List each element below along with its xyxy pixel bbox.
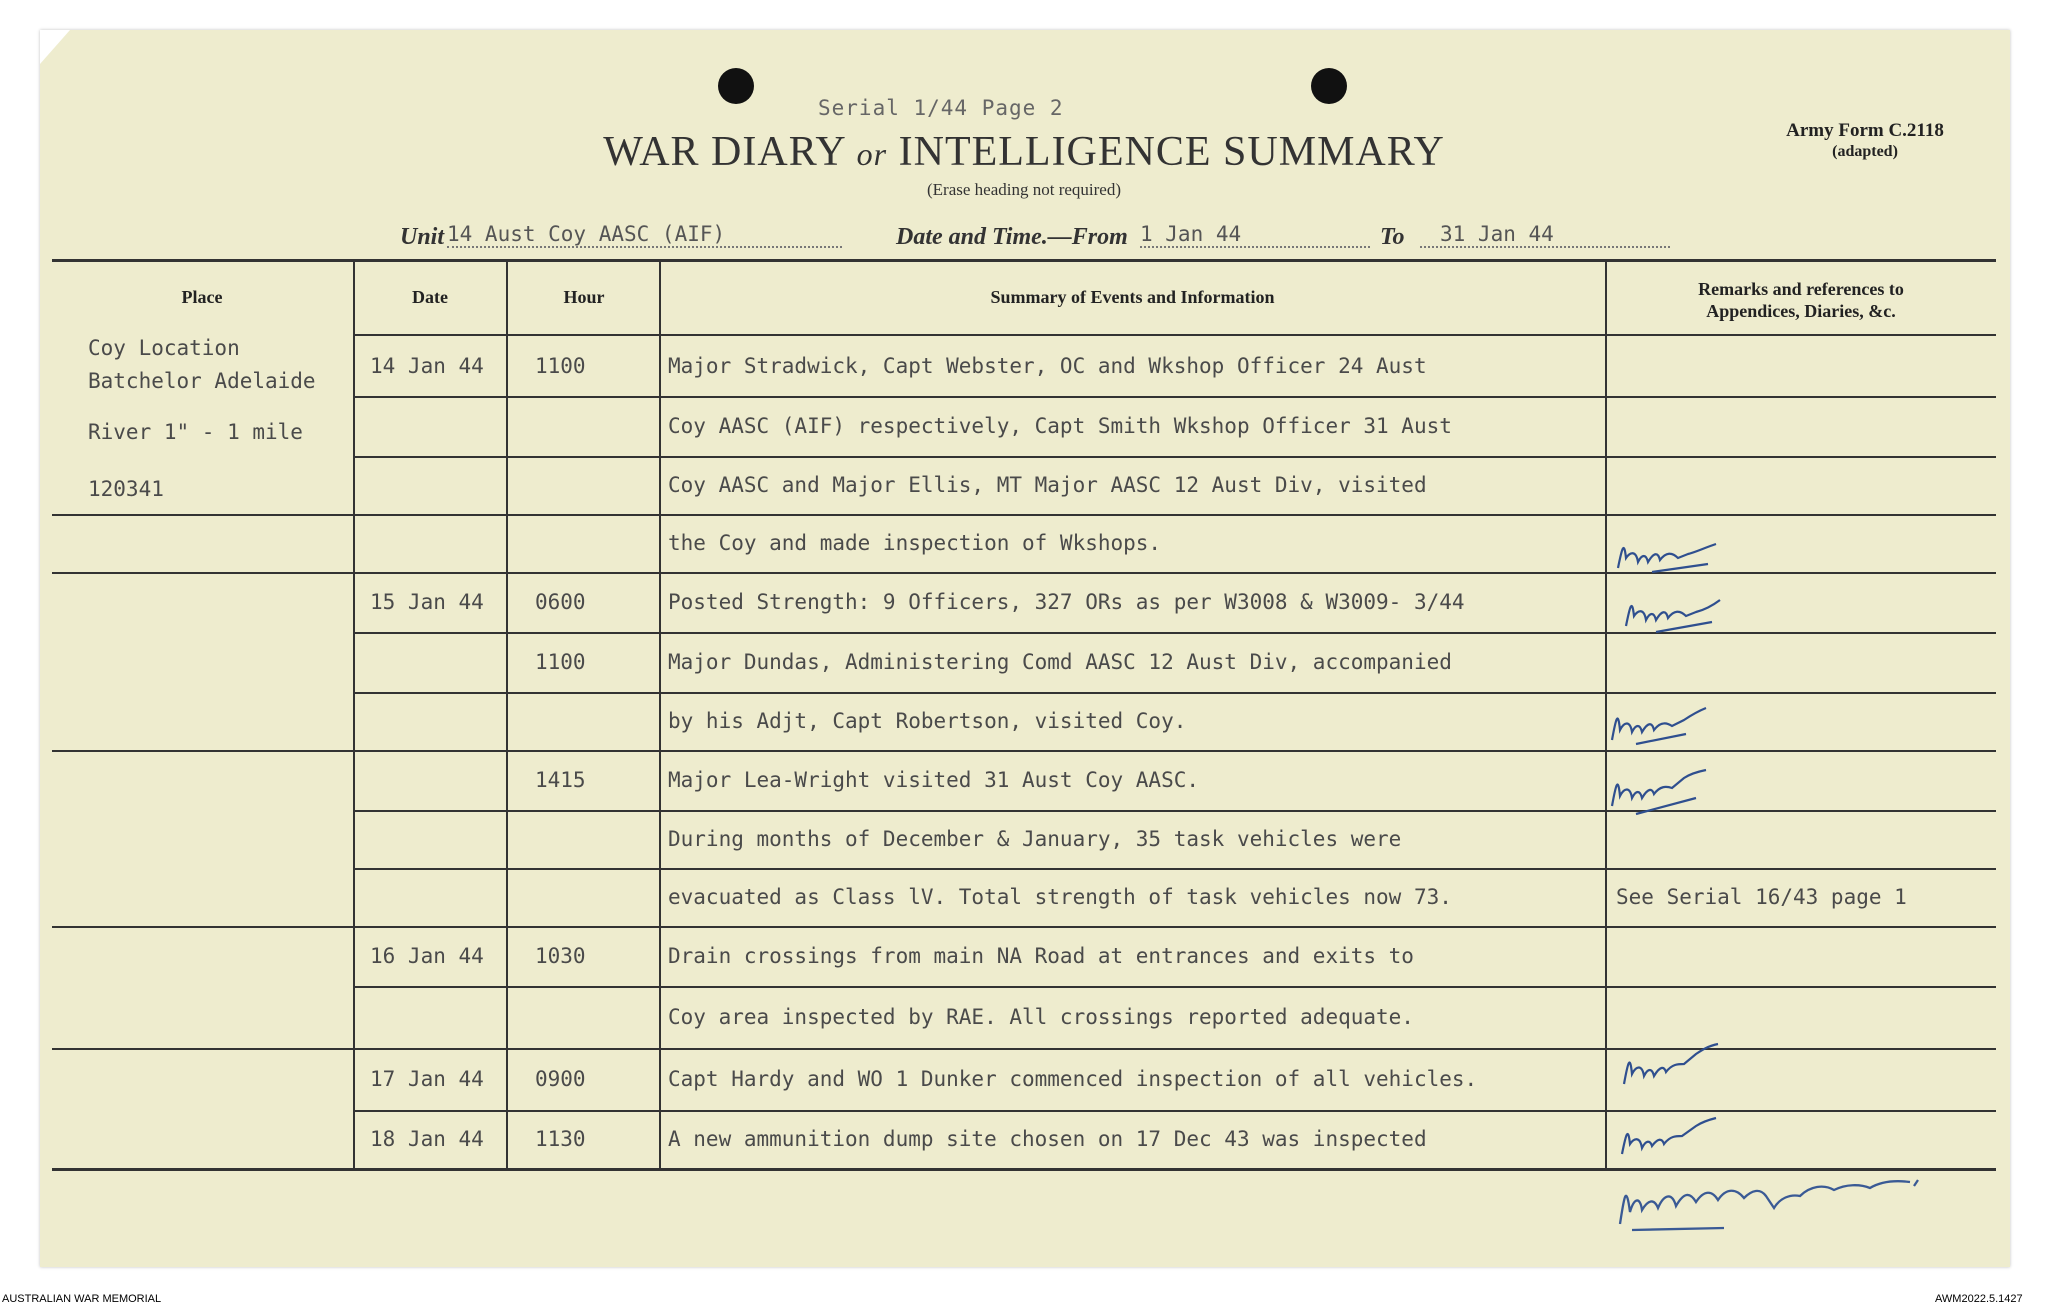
entry-summary: by his Adjt, Capt Robertson, visited Coy. (668, 709, 1187, 733)
row-rule (353, 810, 1996, 812)
entry-summary: Drain crossings from main NA Road at entrances and exits to (668, 944, 1414, 968)
row-rule (353, 986, 1996, 988)
handwritten-initials (1606, 764, 1716, 822)
army-form-number: Army Form C.2118 (1786, 120, 1944, 141)
entry-summary: Coy area inspected by RAE. All crossings reported adequate. (668, 1005, 1414, 1029)
unit-label: Unit (400, 224, 445, 250)
row-rule (353, 632, 1996, 634)
entry-hour: 1030 (535, 944, 586, 968)
row-rule (353, 926, 1996, 928)
entry-hour: 1100 (535, 650, 586, 674)
entry-date: 18 Jan 44 (370, 1127, 484, 1151)
row-rule (353, 692, 1996, 694)
entry-summary: the Coy and made inspection of Wkshops. (668, 531, 1162, 555)
place-line: 120341 (88, 477, 164, 501)
row-rule (353, 868, 1996, 870)
row-rule (353, 514, 1996, 516)
entry-hour: 1130 (535, 1127, 586, 1151)
entry-hour: 0900 (535, 1067, 586, 1091)
column-header-remarks (1606, 278, 1996, 322)
row-rule (353, 750, 1996, 752)
title-or: or (856, 136, 888, 172)
handwritten-initials (1606, 700, 1716, 750)
entry-summary: Major Stradwick, Capt Webster, OC and Wkshop Officer 24 Aust (668, 354, 1427, 378)
entry-date: 15 Jan 44 (370, 590, 484, 614)
form-subtitle: (Erase heading not required) (927, 180, 1121, 199)
entry-remark: See Serial 16/43 page 1 (1616, 885, 1907, 909)
place-row-rule (52, 572, 353, 574)
column-header-hour: Hour (563, 287, 605, 307)
punch-hole-left (718, 68, 754, 104)
handwritten-initials (1612, 528, 1722, 578)
entry-summary: During months of December & January, 35 task vehicles were (668, 827, 1402, 851)
place-line: Batchelor Adelaide (88, 369, 316, 393)
handwritten-initials (1620, 588, 1730, 638)
row-rule (353, 456, 1996, 458)
row-rule (353, 1110, 1996, 1112)
entry-summary: Posted Strength: 9 Officers, 327 ORs as per W3008 & W3009- 3/44 (668, 590, 1465, 614)
form-title (0, 128, 2048, 176)
row-rule (353, 1048, 1996, 1050)
entry-hour: 1100 (535, 354, 586, 378)
date-to-label: To (1380, 224, 1405, 250)
date-to-value: 31 Jan 44 (1420, 222, 1670, 248)
unit-value: 14 Aust Coy AASC (AIF) (447, 222, 842, 248)
folded-corner (40, 30, 70, 64)
header-separator-rule (353, 334, 1996, 336)
place-row-rule (52, 750, 353, 752)
army-form-note: (adapted) (1832, 143, 1898, 160)
entry-summary: evacuated as Class lV. Total strength of task vehicles now 73. (668, 885, 1452, 909)
entry-hour: 1415 (535, 768, 586, 792)
footer-archive-name: AUSTRALIAN WAR MEMORIAL (2, 1293, 162, 1305)
entry-date: 17 Jan 44 (370, 1067, 484, 1091)
handwritten-initials (1616, 1114, 1726, 1166)
column-header-date: Date (412, 287, 448, 307)
punch-hole-right (1311, 68, 1347, 104)
entry-date: 16 Jan 44 (370, 944, 484, 968)
title-intelligence-summary: INTELLIGENCE SUMMARY (898, 129, 1445, 175)
date-from-value: 1 Jan 44 (1140, 222, 1370, 248)
date-from-label: Date and Time.—From (896, 224, 1128, 250)
remarks-header-line1: Remarks and references to (1698, 279, 1904, 299)
place-line: River 1" - 1 mile (88, 420, 303, 444)
entry-summary: Coy AASC and Major Ellis, MT Major AASC 12 Aust Div, visited (668, 473, 1427, 497)
place-line: Coy Location (88, 336, 240, 360)
row-rule (353, 572, 1996, 574)
table-top-rule (52, 259, 1996, 262)
entry-summary: A new ammunition dump site chosen on 17 Dec 43 was inspected (668, 1127, 1427, 1151)
entry-summary: Capt Hardy and WO 1 Dunker commenced inspection of all vehicles. (668, 1067, 1478, 1091)
column-header-summary: Summary of Events and Information (990, 287, 1275, 307)
row-rule (353, 396, 1996, 398)
handwritten-initials (1618, 1040, 1728, 1100)
place-row-rule (52, 514, 353, 516)
entry-hour: 0600 (535, 590, 586, 614)
entry-summary: Major Dundas, Administering Comd AASC 12 Aust Div, accompanied (668, 650, 1452, 674)
title-war-diary: WAR DIARY (603, 129, 846, 175)
entry-summary: Major Lea-Wright visited 31 Aust Coy AASC. (668, 768, 1200, 792)
remarks-header-line2: Appendices, Diaries, &c. (1706, 301, 1896, 321)
column-header-place: Place (181, 287, 223, 307)
entry-summary: Coy AASC (AIF) respectively, Capt Smith Wkshop Officer 31 Aust (668, 414, 1452, 438)
footer-item-number: AWM2022.5.1427 (1935, 1293, 2023, 1305)
place-row-rule (52, 926, 353, 928)
entry-date: 14 Jan 44 (370, 354, 484, 378)
serial-number: Serial 1/44 Page 2 (818, 96, 1064, 120)
place-row-rule (52, 1048, 353, 1050)
army-form-label (1750, 120, 1980, 162)
handwritten-signature (1614, 1168, 1944, 1238)
